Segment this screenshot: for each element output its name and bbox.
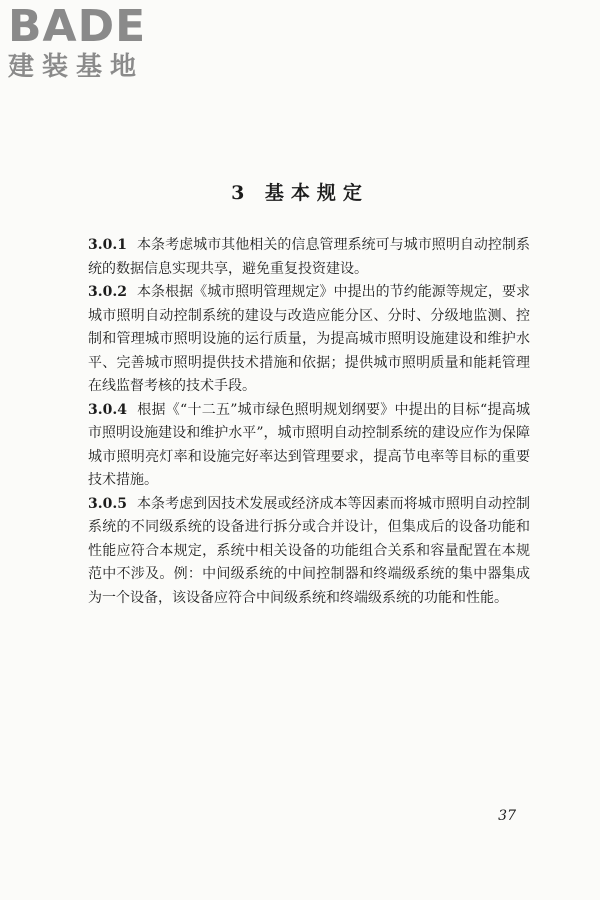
clause-3-0-5 — [88, 493, 530, 611]
clause-list — [88, 234, 530, 610]
clause-text: 本条考虑城市其他相关的信息管理系统可与城市照明自动控制系统的数据信息实现共享，避免重复投资建设。 — [88, 237, 530, 277]
clause-3-0-1 — [88, 234, 530, 281]
clause-number: 3.0.5 — [88, 495, 127, 512]
clause-number: 3.0.4 — [88, 401, 127, 418]
clause-number: 3.0.2 — [88, 284, 127, 300]
clause-3-0-4 — [88, 399, 530, 493]
clause-3-0-2 — [88, 281, 530, 399]
chapter-title: 3 基本规定 — [231, 182, 369, 204]
clause-text: 根据《“十二五”城市绿色照明规划纲要》中提出的目标“提高城市照明设施建设和维护水平”，城市照明自动控制系统的建设应作为保障城市照明亮灯率和设施完好率达到管理要求，提高节电率等目标的重要技术措施。 — [88, 401, 530, 488]
clause-text: 本条根据《城市照明管理规定》中提出的节约能源等规定，要求城市照明自动控制系统的建设与改造应能分区、分时、分级地监测、控制和管理城市照明设施的运行质量，为提高城市照明设施建设和维护水平、完善城市照明提供技术措施和依据；提供城市照明质量和能耗管理在线监督考核的技术手段。 — [88, 284, 530, 394]
page-number: 37 — [498, 808, 516, 824]
logo-text-en: BADE — [8, 1, 147, 52]
logo-text-cn: 建装基地 — [8, 52, 145, 82]
watermark-logo — [8, 2, 178, 86]
clause-text: 本条考虑到因技术发展或经济成本等因素而将城市照明自动控制系统的不同级系统的设备进行拆分或合并设计，但集成后的设备功能和性能应符合本规定，系统中相关设备的功能组合关系和容量配置在本规范中不涉及。例：中间级系统的中间控制器和终端级系统的集中器集成为一个设备，该设备应符合中间级系统和终端级系统的功能和性能。 — [88, 495, 530, 606]
clause-number: 3.0.1 — [88, 237, 127, 253]
